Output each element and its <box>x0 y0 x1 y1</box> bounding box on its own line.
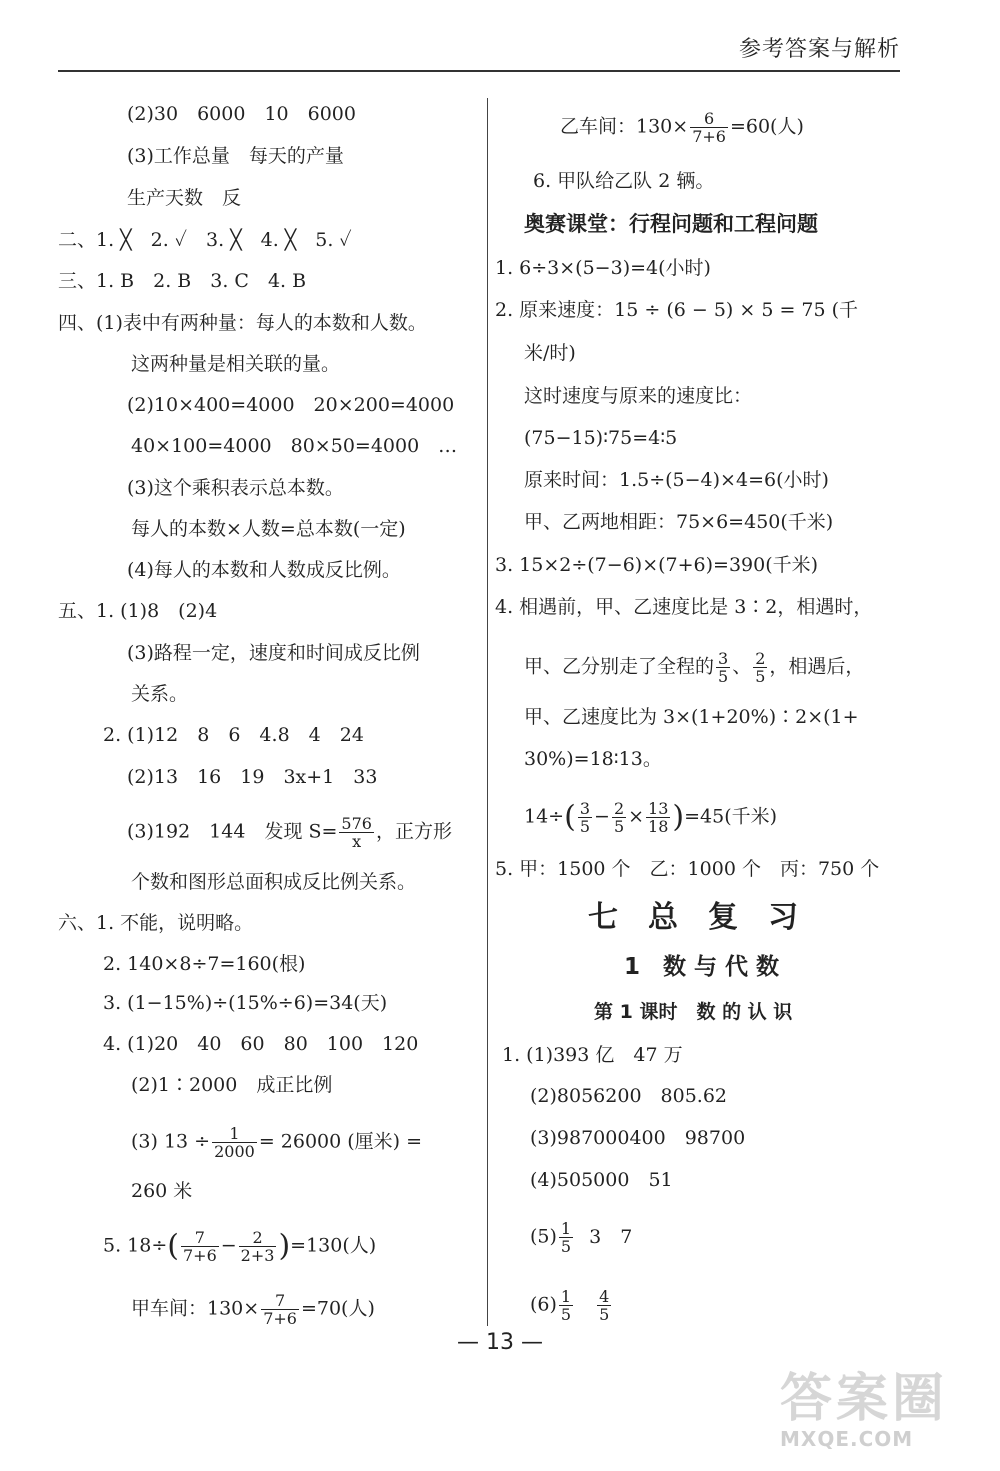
answer-line: 关系。 <box>131 683 189 705</box>
fraction <box>559 1220 573 1255</box>
answer-line: 六、1. 不能，说明略。 <box>58 912 254 934</box>
fraction-numerator: 1 <box>212 1125 257 1143</box>
answer-line <box>530 1288 613 1323</box>
fraction-numerator: 2 <box>239 1229 277 1247</box>
operator: − <box>594 805 610 828</box>
fraction <box>690 110 728 145</box>
fraction-denominator: 7+6 <box>263 1309 297 1328</box>
operator: × <box>628 805 645 828</box>
answer-line: (75−15)∶75=4∶5 <box>524 427 678 449</box>
fraction-denominator: 5 <box>599 1305 610 1324</box>
answer-line: (4)每人的本数和人数成反比例。 <box>127 559 401 581</box>
text-segment: =70(人) <box>300 1297 375 1320</box>
answer-line: (2)10×400=4000 20×200=4000 <box>127 394 455 416</box>
chapter-title: 七 总 复 习 <box>588 900 798 935</box>
answer-line: 个数和图形总面积成反比例关系。 <box>131 871 417 893</box>
answer-line <box>103 1229 376 1264</box>
answer-line: (2)30 6000 10 6000 <box>127 103 356 125</box>
separator: 、 <box>732 655 752 678</box>
text-segment: 5. 18÷ <box>103 1234 168 1257</box>
answer-line: 米/时) <box>524 342 576 364</box>
text-segment: (5) <box>530 1225 557 1248</box>
fraction <box>646 800 670 835</box>
watermark-logo <box>780 1371 990 1457</box>
fraction-denominator: 5 <box>560 1305 572 1324</box>
column-divider <box>487 98 488 1326</box>
fraction <box>181 1229 219 1264</box>
answer-line: (2)1∶2000 成正比例 <box>131 1074 333 1096</box>
fraction-numerator: 7 <box>181 1229 219 1247</box>
page-number: — 13 — <box>457 1330 543 1355</box>
right-paren: ) <box>672 799 685 835</box>
fraction-numerator: 2 <box>613 799 625 818</box>
answer-line: 三、1. B 2. B 3. C 4. B <box>58 270 307 292</box>
answer-line <box>524 650 864 685</box>
answer-line: 甲、乙速度比为 3×(1+20%)∶2×(1+ <box>524 706 859 728</box>
text-segment: 甲车间：130× <box>131 1297 260 1320</box>
answer-line: 2. 原来速度：15 ÷ (6 − 5) × 5 = 75 (千 <box>495 299 859 321</box>
text-segment: = 26000 (厘米) = <box>258 1130 423 1153</box>
answer-line <box>131 1125 422 1160</box>
section-title: 1 数 与 代 数 <box>624 954 780 980</box>
text-segment: 3 7 <box>589 1225 633 1248</box>
fraction-denominator: 5 <box>755 667 766 686</box>
fraction <box>559 1288 573 1323</box>
fraction-denominator: 7+6 <box>182 1246 217 1265</box>
answer-line: 3. (1−15%)÷(15%÷6)=34(天) <box>103 992 388 1014</box>
answer-line: 4. (1)20 40 60 80 100 120 <box>103 1033 419 1055</box>
fraction-numerator: 13 <box>648 799 669 818</box>
fraction-denominator: 5 <box>579 817 591 836</box>
fraction-numerator: 2 <box>755 649 766 668</box>
answer-line: 3. 15×2÷(7−6)×(7+6)=390(千米) <box>495 554 819 576</box>
section-heading: 奥赛课堂：行程问题和工程问题 <box>524 212 818 236</box>
text-segment: ，相遇后， <box>769 655 865 678</box>
fraction-numerator: 1 <box>560 1287 572 1306</box>
answer-line: (2)13 16 19 3x+1 33 <box>127 766 378 788</box>
fraction <box>597 1288 611 1323</box>
fraction-denominator: 5 <box>718 667 729 686</box>
answer-line: 6. 甲队给乙队 2 辆。 <box>533 170 715 192</box>
lesson-title: 第 1 课时 数 的 认 识 <box>594 1001 793 1023</box>
text-segment: =45(千米) <box>684 805 778 828</box>
text-segment: 乙车间：130× <box>560 115 689 138</box>
left-paren: ( <box>167 1228 179 1264</box>
fraction-numerator: 4 <box>599 1287 610 1306</box>
answer-line: 260 米 <box>131 1180 193 1202</box>
fraction <box>753 650 767 685</box>
fraction-denominator: 18 <box>648 817 669 836</box>
answer-line: 每人的本数×人数=总本数(一定) <box>131 518 406 540</box>
text-segment: (3) 13 ÷ <box>131 1130 211 1153</box>
text-segment: 14÷ <box>524 805 565 828</box>
answer-line: 30%)=18∶13。 <box>524 748 662 770</box>
answer-line: 1. 6÷3×(5−3)=4(小时) <box>495 257 711 279</box>
fraction-numerator: 3 <box>579 799 591 818</box>
answer-line: (3)路程一定，速度和时间成反比例 <box>127 642 420 664</box>
answer-line: (3)工作总量 每天的产量 <box>127 145 344 167</box>
answer-line: (3)987000400 98700 <box>530 1127 746 1149</box>
answer-line: 2. (1)12 8 6 4.8 4 24 <box>103 724 364 746</box>
fraction-denominator: 2000 <box>214 1142 255 1161</box>
text-segment: (3)192 144 发现 S= <box>127 820 338 843</box>
answer-line: 原来时间：1.5÷(5−4)×4=6(小时) <box>524 469 829 491</box>
answer-line: 2. 140×8÷7=160(根) <box>103 953 306 975</box>
answer-line: 五、1. (1)8 (2)4 <box>58 600 218 622</box>
fraction-numerator: 576 <box>341 814 372 833</box>
fraction-denominator: x <box>352 832 362 851</box>
fraction <box>716 650 730 685</box>
fraction-numerator: 3 <box>718 649 729 668</box>
watermark-url: MXQE.COM <box>780 1427 914 1451</box>
fraction <box>261 1292 299 1327</box>
fraction <box>578 800 592 835</box>
fraction-denominator: 2+3 <box>240 1246 275 1265</box>
fraction-denominator: 5 <box>613 817 625 836</box>
page-header <box>58 28 900 72</box>
text-segment: ，正方形 <box>375 820 452 843</box>
fraction <box>239 1229 277 1264</box>
fraction-denominator: 5 <box>560 1237 572 1256</box>
answer-line: (4)505000 51 <box>530 1169 673 1191</box>
fraction-numerator: 1 <box>560 1219 572 1238</box>
answer-line: 甲、乙两地相距：75×6=450(千米) <box>524 511 834 533</box>
answer-line: 二、1. ╳ 2. ✓ 3. ╳ 4. ╳ 5. ✓ <box>58 229 352 251</box>
answer-line <box>127 815 452 850</box>
answer-line <box>524 800 777 835</box>
fraction-numerator: 6 <box>690 110 728 128</box>
text-segment: 甲、乙分别走了全程的 <box>524 655 715 678</box>
answer-line: 这两种量是相关联的量。 <box>131 353 341 375</box>
right-paren: ) <box>278 1228 291 1264</box>
operator: − <box>220 1234 237 1257</box>
text-segment: =60(人) <box>729 115 804 138</box>
answer-line <box>530 1220 632 1255</box>
answer-line: 这时速度与原来的速度比： <box>524 385 753 407</box>
fraction-numerator: 7 <box>261 1292 299 1310</box>
text-segment: (6) <box>530 1293 557 1316</box>
answer-line <box>131 1292 375 1327</box>
answer-line: (3)这个乘积表示总本数。 <box>127 477 344 499</box>
answer-line: 40×100=4000 80×50=4000 … <box>131 435 458 457</box>
left-paren: ( <box>564 799 576 835</box>
answer-line: 四、(1)表中有两种量：每人的本数和人数。 <box>58 312 427 334</box>
fraction <box>212 1125 257 1160</box>
fraction-denominator: 7+6 <box>692 127 726 146</box>
header-title: 参考答案与解析 <box>738 37 900 62</box>
answer-line: 5. 甲：1500 个 乙：1000 个 丙：750 个 <box>495 858 880 880</box>
answer-line: 1. (1)393 亿 47 万 <box>502 1044 683 1066</box>
text-segment: =130(人) <box>290 1234 377 1257</box>
answer-line: 生产天数 反 <box>127 187 242 209</box>
answer-line: 4. 相遇前，甲、乙速度比是 3∶2，相遇时， <box>495 596 873 618</box>
answer-line <box>560 110 804 145</box>
fraction <box>612 800 626 835</box>
watermark-logo-text: 答案圈 <box>780 1369 949 1429</box>
answer-line: (2)8056200 805.62 <box>530 1085 728 1107</box>
fraction <box>339 815 374 850</box>
